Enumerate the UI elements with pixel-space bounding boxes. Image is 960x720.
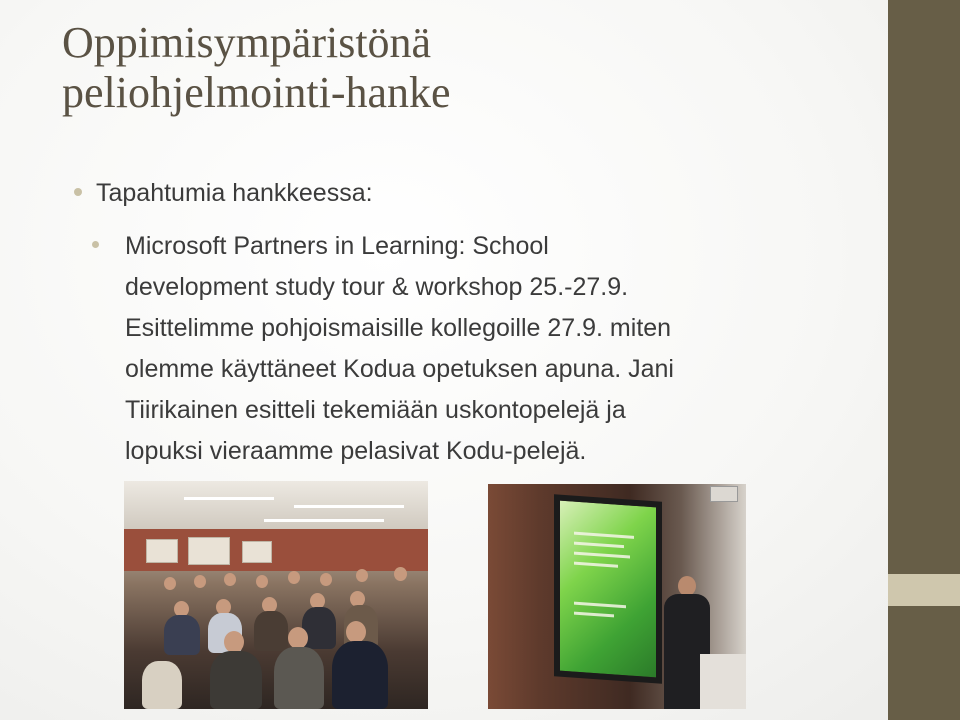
desk xyxy=(700,654,746,709)
bullet-line: development study tour & workshop 25.-27.9. xyxy=(125,273,629,301)
screen-text-line xyxy=(574,602,626,609)
wall-poster xyxy=(188,537,230,565)
projector xyxy=(710,486,738,502)
bullet-line: Microsoft Partners in Learning: School xyxy=(125,232,549,260)
wall-poster xyxy=(146,539,178,563)
person-head xyxy=(320,573,332,586)
person-body xyxy=(332,641,388,709)
ceiling-light xyxy=(184,497,274,500)
decorative-side-bar xyxy=(888,0,960,720)
person-head xyxy=(256,575,268,588)
person-head xyxy=(164,577,176,590)
person-body xyxy=(254,611,288,651)
person-head xyxy=(224,631,244,653)
projection-screen xyxy=(554,494,662,684)
person-body xyxy=(274,647,324,709)
screen-text-line xyxy=(574,552,630,559)
bullet-level-2-text xyxy=(125,226,845,472)
ceiling-light xyxy=(264,519,384,522)
person-body xyxy=(164,615,200,655)
decorative-side-band xyxy=(888,574,960,606)
desk xyxy=(142,661,182,709)
bullet-line: lopuksi vieraamme pelasivat Kodu-pelejä. xyxy=(125,437,587,465)
screen-text-line xyxy=(574,532,634,539)
person-head xyxy=(394,567,407,581)
bullet-dot-icon xyxy=(74,188,82,196)
bullet-level-1-text: Tapahtumia hankkeessa: xyxy=(96,179,373,207)
person-head xyxy=(224,573,236,586)
person-head xyxy=(356,569,368,582)
wall-poster xyxy=(242,541,272,563)
bullet-dot-icon xyxy=(92,241,99,248)
screen-text-line xyxy=(574,562,618,568)
presenter-head xyxy=(678,576,696,596)
slide-title xyxy=(62,18,862,118)
bullet-line: Tiirikainen esitteli tekemiään uskontopelejä ja xyxy=(125,396,626,424)
person-head xyxy=(288,571,300,584)
screen-text-line xyxy=(574,612,614,618)
person-head xyxy=(346,621,366,643)
title-line-1: Oppimisympäristönä xyxy=(62,18,432,67)
person-head xyxy=(194,575,206,588)
screen-text-line xyxy=(574,542,624,548)
audience-photo xyxy=(124,481,428,709)
bullet-line: olemme käyttäneet Kodua opetuksen apuna. Jani xyxy=(125,355,674,383)
person-body xyxy=(302,607,336,649)
person-body xyxy=(210,651,262,709)
ceiling-light xyxy=(294,505,404,508)
bullet-line: Esittelimme pohjoismaisille kollegoille 27.9. miten xyxy=(125,314,672,342)
title-line-2: peliohjelmointi-hanke xyxy=(62,68,451,117)
person-head xyxy=(288,627,308,649)
presentation-photo xyxy=(488,484,746,709)
